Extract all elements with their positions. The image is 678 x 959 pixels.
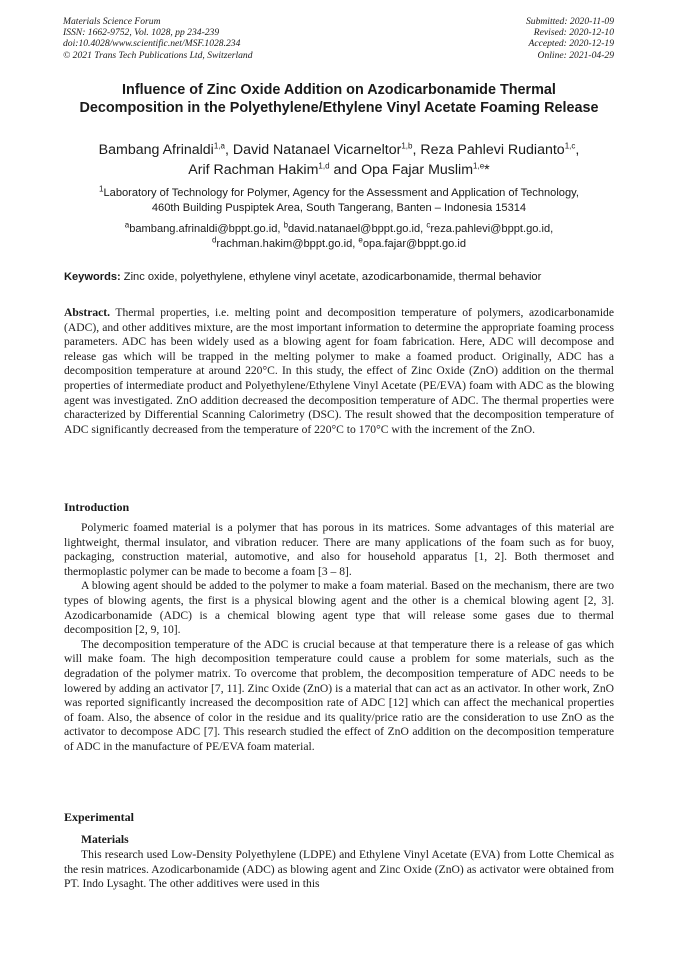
keywords-label: Keywords: — [64, 271, 121, 283]
author-sup: 1,a — [213, 141, 225, 151]
copyright-line: © 2021 Trans Tech Publications Ltd, Switzerland — [63, 49, 253, 61]
doi-line: doi:10.4028/www.scientific.net/MSF.1028.234 — [63, 38, 241, 50]
author-list — [56, 141, 622, 180]
author-sep: , — [224, 142, 233, 158]
email-link[interactable]: reza.pahlevi@bppt.go.id, — [430, 223, 554, 235]
email-sup: e — [358, 234, 363, 244]
issn-line: ISSN: 1662-9752, Vol. 1028, pp 234-239 — [63, 27, 220, 39]
affiliation-line-2: 460th Building Puspiptek Area, South Tangerang, Banten – Indonesia 15314 — [151, 201, 527, 214]
email-sup: c — [426, 220, 431, 230]
affiliation-line-1: Laboratory of Technology for Polymer, Agency for the Assessment and Application of Technology, — [103, 187, 579, 199]
author-name: David Natanael Vicarneltor — [232, 142, 402, 158]
paper-title: Influence of Zinc Oxide Addition on Azodicarbonamide Thermal Decomposition in the Polyethylene/Ethylene Vinyl Acetate Foaming Release — [79, 82, 599, 116]
introduction-heading: Introduction — [64, 500, 130, 514]
abstract — [64, 306, 614, 437]
author-sup: 1,b — [401, 141, 413, 151]
intro-paragraph: A blowing agent should be added to the polymer to make a foam material. Based on the mechanism, there are two types of blowing agents, the first is a physical blowing agent and the other is a chemical blowing agent [2, 3]. Azodicarbonamide (ADC) is a chemical blowing agent type that will release some gases due to thermal decomposition [2, 9, 10]. — [64, 579, 614, 637]
email-link[interactable]: opa.fajar@bppt.go.id — [362, 237, 467, 250]
abstract-label: Abstract. — [64, 306, 111, 319]
abstract-text: Thermal properties, i.e. melting point and decomposition temperature of polymers, azodicarbonamide (ADC), and other additives mixture, are the most important information to determine the appropriate foaming process parameters. ADC has been widely used as a blowing agent for foam fabrication. Here, ADC will decompose and release gas which will be trapped in the melting polymer to make a foamed product. Originally, ADC has a decomposition temperature at around 220°C. In this study, the effect of Zinc Oxide (ZnO) addition on the thermal properties of intermediate product and Polyethylene/Ethylene Vinyl Acetate (PE/EVA) foam with ADC as the blowing agent was investigated. ZnO addition decreased the decomposition temperature of ADC. The thermal properties were characterized by Differential Scanning Calorimetry (DSC). The result showed that the decomposition temperature of ADC significantly decreased from the temperature of 220°C to 170°C with the increment of the ZnO. — [64, 306, 614, 436]
author-sup: 1,c — [564, 141, 576, 151]
author-name: Bambang Afrinaldi — [98, 142, 214, 158]
submission-dates — [526, 16, 614, 61]
affiliation-sup: 1 — [99, 184, 104, 194]
submitted-date: Submitted: 2020-11-09 — [525, 16, 614, 27]
author-name: Arif Rachman Hakim — [188, 161, 319, 178]
journal-info — [63, 16, 253, 61]
keywords — [64, 270, 616, 284]
materials-paragraph: This research used Low-Density Polyethylene (LDPE) and Ethylene Vinyl Acetate (EVA) from Lotte Chemical as the resin matrices. Azodicarbonamide (ADC) as blowing agent and Zinc Oxide (ZnO) as activator were obtained from PT. Indo Lysaght. The other additives were used in this — [64, 848, 614, 891]
keywords-text: Zinc oxide, polyethylene, ethylene vinyl acetate, azodicarbonamide, thermal behavior — [120, 271, 542, 283]
affiliation — [60, 186, 618, 215]
email-sup: d — [211, 234, 217, 244]
email-link[interactable]: rachman.hakim@bppt.go.id, — [216, 237, 359, 250]
email-link[interactable]: bambang.afrinaldi@bppt.go.id, — [129, 223, 284, 235]
author-sup: 1,d — [318, 160, 330, 170]
author-sep: , — [575, 142, 580, 158]
author-sup: 1,e — [473, 160, 485, 170]
experimental-body — [64, 848, 614, 892]
author-name: Opa Fajar Muslim — [361, 161, 474, 178]
email-sup: b — [283, 220, 289, 230]
email-sup: a — [124, 220, 130, 230]
introduction-body — [64, 521, 614, 755]
intro-paragraph: The decomposition temperature of the ADC is crucial because at that temperature there is a release of gas which will make foam. The high decomposition temperature could cause a problem for some materials, such as the degradation of the polymer matrix. To overcome that problem, the decomposition temperature of ADC needs to be lowered by adding an activator [7, 11]. Zinc Oxide (ZnO) is a material that can act as an activator. In other work, ZnO was reported significantly increased the decomposition rate of ADC [12] which can affect the mechanical properties of foam. Also, the absence of color in the residue and its quality/price ratio are the consideration to use ZnO as the activator to decompose ADC [7]. This research studied the effect of ZnO addition on the decomposition temperature of ADC in the manufacture of PE/EVA foam material. — [64, 637, 614, 753]
materials-subheading: Materials — [81, 833, 129, 846]
online-date: Online: 2021-04-29 — [537, 49, 614, 61]
email-list — [60, 222, 618, 251]
corresponding-mark: * — [484, 161, 490, 178]
author-sep: and — [329, 161, 362, 178]
journal-name: Materials Science Forum — [63, 16, 161, 27]
revised-date: Revised: 2020-12-10 — [533, 27, 614, 39]
email-link[interactable]: david.natanael@bppt.go.id, — [288, 223, 427, 235]
accepted-date: Accepted: 2020-12-19 — [528, 38, 614, 50]
experimental-heading: Experimental — [64, 810, 134, 824]
author-sep: , — [412, 142, 421, 158]
intro-paragraph: Polymeric foamed material is a polymer that has porous in its matrices. Some advantages of this material are lightweight, thermal insulator, and vibration reducer. There are many applications of the foam such as for buoy, packaging, construction material, automotive, and also for household apparatus [1, 2]. Both thermoset and thermoplastic polymer can be made to become a foam [3 – 8]. — [64, 521, 614, 578]
author-name: Reza Pahlevi Rudianto — [420, 142, 565, 158]
